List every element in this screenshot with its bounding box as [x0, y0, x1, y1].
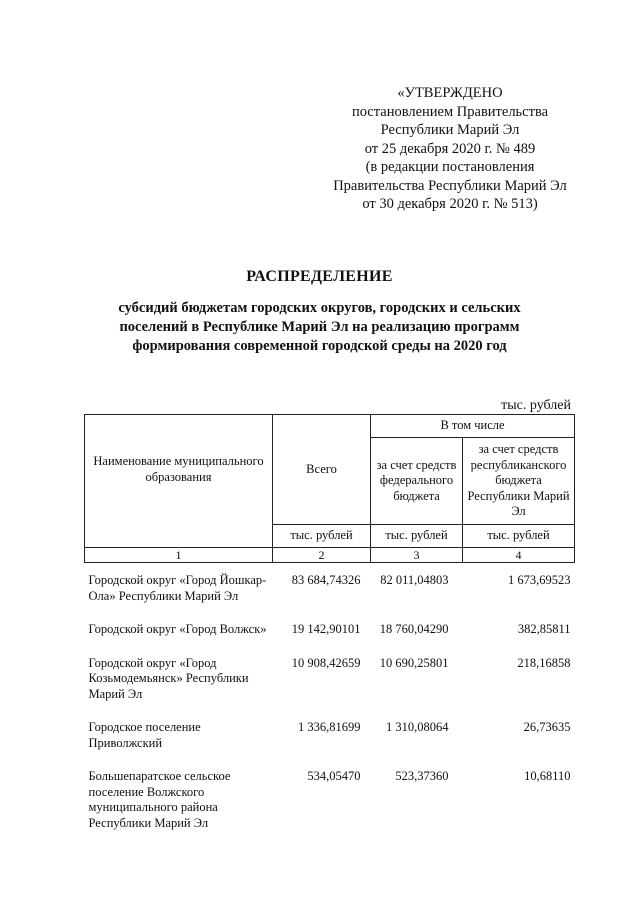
- row-republic: 382,85811: [517, 622, 571, 636]
- header-federal: за счет средств федерального бюджета: [371, 438, 463, 525]
- header-including: В том числе: [371, 415, 575, 438]
- subtitle-line: субсидий бюджетам городских округов, городских и сельских: [118, 300, 521, 316]
- header-total: Всего: [273, 415, 371, 525]
- approval-line: «УТВЕРЖДЕНО: [397, 85, 503, 101]
- column-number: 2: [273, 548, 371, 563]
- column-number: 4: [463, 548, 575, 563]
- row-name: Городской округ «Город Йошкар-Ола» Республики Марий Эл: [88, 573, 267, 603]
- approval-line: Правительства Республики Марий Эл: [333, 177, 567, 194]
- approval-line: от 25 декабря 2020 г. № 489: [364, 140, 536, 157]
- row-federal: 18 760,04290: [379, 622, 449, 636]
- table-row: [85, 710, 575, 759]
- header-name-spacer: [85, 525, 273, 548]
- subtitle-line: поселений в Республике Марий Эл на реализацию программ: [119, 319, 520, 335]
- row-republic: 218,16858: [517, 655, 571, 670]
- header-republic: за счет средств республиканского бюджета Республики Марий Эл: [463, 438, 575, 525]
- row-name: Городской округ «Город Козьмодемьянск» Республики Марий Эл: [88, 655, 249, 701]
- approval-stamp: [300, 84, 600, 214]
- table-row: [85, 759, 575, 839]
- row-name: Городской округ «Город Волжск»: [88, 622, 267, 636]
- table-row: [85, 612, 575, 646]
- approval-line: от 30 декабря 2020 г. № 513): [362, 196, 538, 212]
- column-number: 3: [371, 548, 463, 563]
- row-total: 534,05470: [307, 769, 361, 783]
- header-unit-total: тыс. рублей: [273, 525, 371, 548]
- row-total: 19 142,90101: [291, 622, 361, 636]
- approval-line: Республики Марий Эл: [380, 122, 520, 138]
- row-federal: 1 310,08064: [386, 720, 449, 734]
- row-republic: 10,68110: [524, 769, 571, 783]
- table-row: [85, 563, 575, 613]
- table-row: [85, 646, 575, 711]
- row-name: Большепаратское сельское поселение Волжского муниципального района Республики Марий Эл: [88, 769, 231, 830]
- row-total: 83 684,74326: [291, 573, 361, 587]
- distribution-table: [84, 414, 575, 839]
- document-subtitle: [0, 299, 639, 356]
- approval-line: постановлением Правительства: [351, 103, 549, 120]
- row-total: 10 908,42659: [291, 655, 361, 670]
- row-total: 1 336,81699: [298, 720, 361, 734]
- unit-note: тыс. рублей: [501, 398, 571, 413]
- row-name: Городское поселение Приволжский: [88, 720, 201, 750]
- subtitle-line: формирования современной городской среды на 2020 год: [132, 338, 507, 354]
- row-federal: 10 690,25801: [379, 655, 449, 670]
- row-republic: 26,73635: [523, 720, 571, 734]
- header-name: Наименование муниципального образования: [85, 415, 273, 525]
- row-federal: 82 011,04803: [380, 573, 449, 587]
- row-republic: 1 673,69523: [508, 573, 571, 587]
- header-unit-republic: тыс. рублей: [463, 525, 575, 548]
- header-unit-federal: тыс. рублей: [371, 525, 463, 548]
- row-federal: 523,37360: [395, 769, 449, 783]
- document-title: РАСПРЕДЕЛЕНИЕ: [246, 268, 393, 285]
- approval-line: (в редакции постановления: [365, 159, 535, 175]
- column-number: 1: [85, 548, 273, 563]
